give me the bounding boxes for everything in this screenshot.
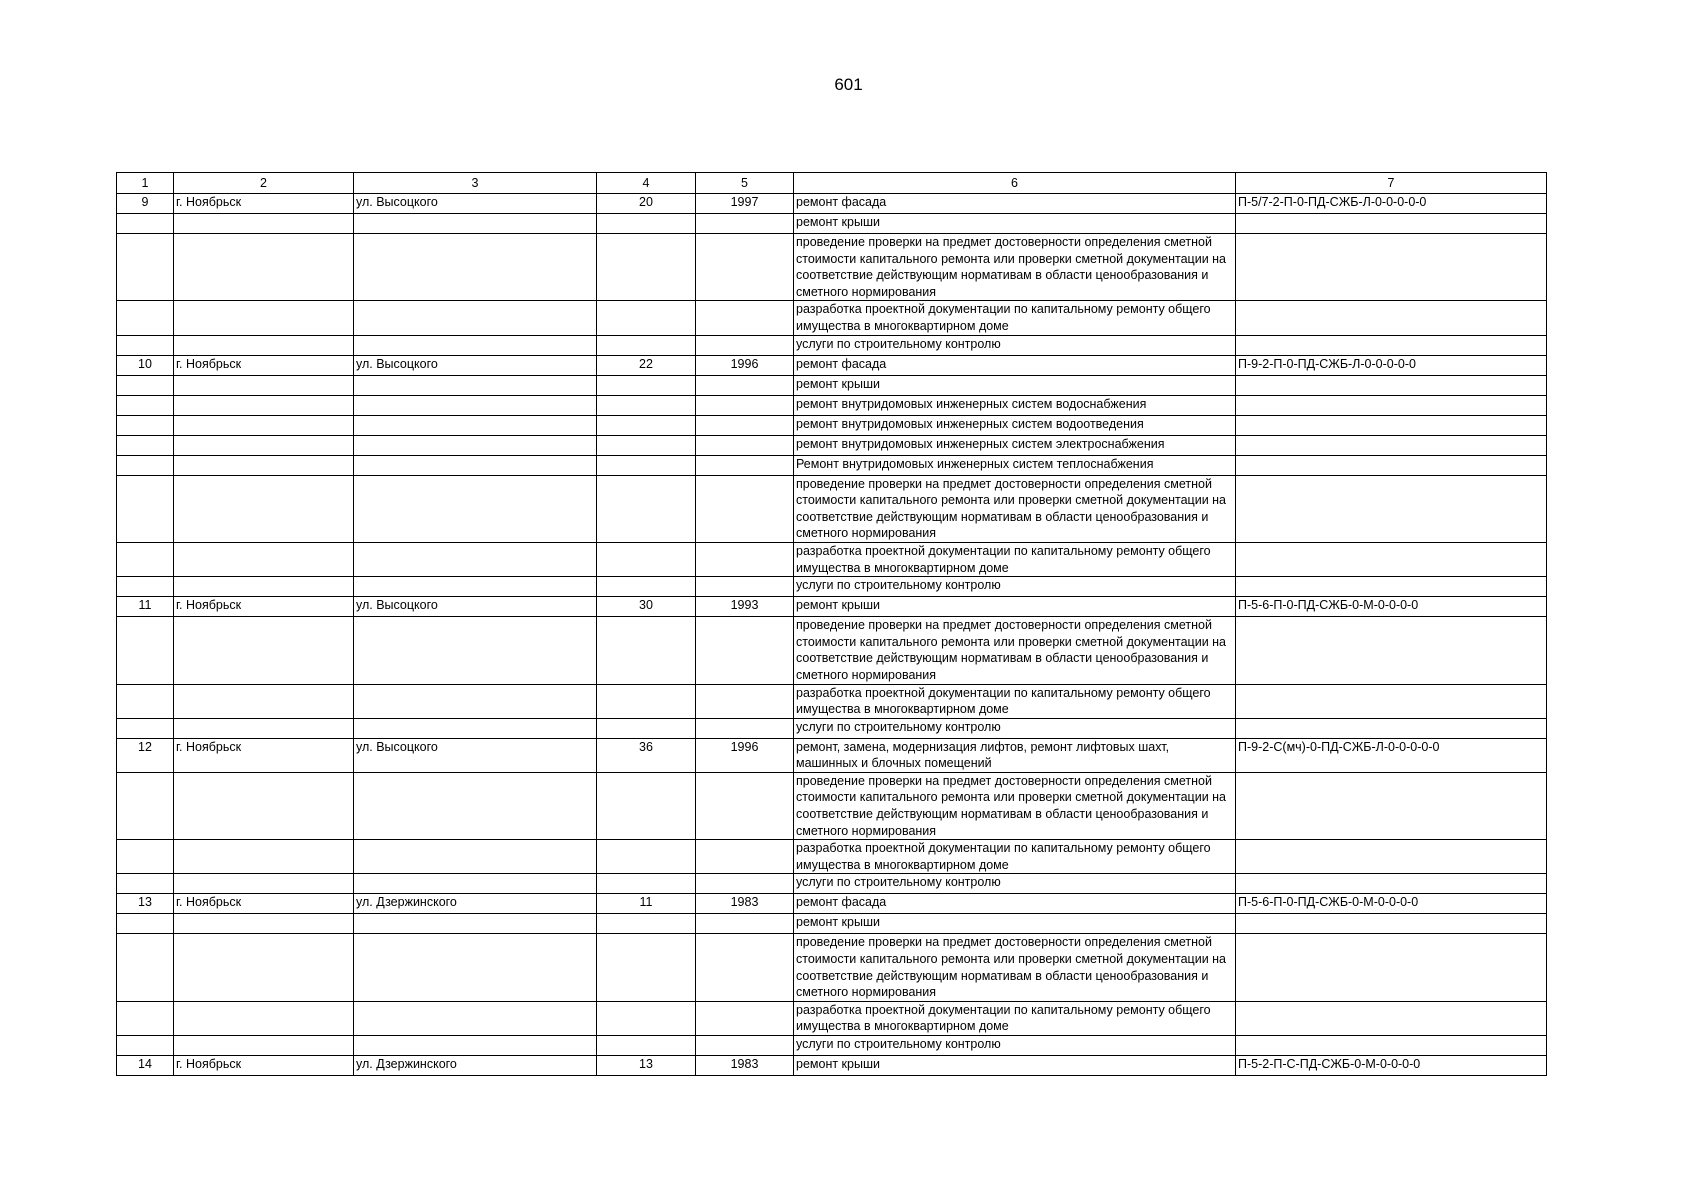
building-code-cell <box>1236 214 1547 234</box>
building-code-cell: П-9-2-П-0-ПД-СЖБ-Л-0-0-0-0-0 <box>1236 355 1547 375</box>
work-type-cell: проведение проверки на предмет достоверности определения сметной стоимости капитального ремонта или проверки сметной документации на соответствие действующим нормативам в области ценообразования и сметного нормирования <box>794 934 1236 1001</box>
city-cell <box>174 934 354 1001</box>
building-code-cell <box>1236 234 1547 301</box>
row-number-cell <box>117 718 174 738</box>
build-year-cell: 1983 <box>696 894 794 914</box>
table-row <box>117 415 1547 435</box>
table-row <box>117 395 1547 415</box>
city-cell: г. Ноябрьск <box>174 355 354 375</box>
build-year-cell <box>696 840 794 874</box>
house-number-cell <box>597 874 696 894</box>
build-year-cell: 1996 <box>696 355 794 375</box>
build-year-cell: 1997 <box>696 194 794 214</box>
street-cell <box>354 772 597 839</box>
build-year-cell <box>696 395 794 415</box>
table-row <box>117 577 1547 597</box>
building-code-cell <box>1236 301 1547 335</box>
registry-body <box>117 194 1547 1076</box>
house-number-cell <box>597 395 696 415</box>
city-cell <box>174 234 354 301</box>
city-cell: г. Ноябрьск <box>174 194 354 214</box>
house-number-cell <box>597 301 696 335</box>
street-cell <box>354 577 597 597</box>
table-row <box>117 840 1547 874</box>
building-code-cell <box>1236 455 1547 475</box>
row-number-cell <box>117 214 174 234</box>
row-number-cell <box>117 475 174 542</box>
table-row <box>117 214 1547 234</box>
street-cell <box>354 617 597 684</box>
building-code-cell <box>1236 840 1547 874</box>
row-number-cell <box>117 234 174 301</box>
building-code-cell: П-5-6-П-0-ПД-СЖБ-0-М-0-0-0-0 <box>1236 894 1547 914</box>
build-year-cell: 1996 <box>696 738 794 772</box>
street-cell <box>354 840 597 874</box>
street-cell <box>354 214 597 234</box>
building-code-cell: П-5-6-П-0-ПД-СЖБ-0-М-0-0-0-0 <box>1236 597 1547 617</box>
house-number-cell <box>597 772 696 839</box>
repair-registry-table <box>116 172 1547 1076</box>
row-number-cell <box>117 395 174 415</box>
build-year-cell: 1993 <box>696 597 794 617</box>
table-row <box>117 718 1547 738</box>
street-cell <box>354 542 597 576</box>
building-code-cell <box>1236 684 1547 718</box>
table-row <box>117 934 1547 1001</box>
column-header: 7 <box>1236 173 1547 194</box>
building-code-cell <box>1236 874 1547 894</box>
row-number-cell <box>117 772 174 839</box>
house-number-cell: 13 <box>597 1056 696 1076</box>
work-type-cell: ремонт крыши <box>794 914 1236 934</box>
street-cell <box>354 375 597 395</box>
build-year-cell <box>696 914 794 934</box>
house-number-cell: 20 <box>597 194 696 214</box>
work-type-cell: проведение проверки на предмет достоверности определения сметной стоимости капитального ремонта или проверки сметной документации на соответствие действующим нормативам в области ценообразования и сметного нормирования <box>794 617 1236 684</box>
build-year-cell <box>696 214 794 234</box>
table-row <box>117 772 1547 839</box>
city-cell: г. Ноябрьск <box>174 738 354 772</box>
building-code-cell <box>1236 577 1547 597</box>
house-number-cell <box>597 1036 696 1056</box>
build-year-cell <box>696 475 794 542</box>
street-cell: ул. Высоцкого <box>354 194 597 214</box>
work-type-cell: услуги по строительному контролю <box>794 874 1236 894</box>
work-type-cell: услуги по строительному контролю <box>794 577 1236 597</box>
house-number-cell <box>597 684 696 718</box>
building-code-cell <box>1236 335 1547 355</box>
table-row <box>117 455 1547 475</box>
build-year-cell <box>696 772 794 839</box>
building-code-cell <box>1236 415 1547 435</box>
house-number-cell <box>597 934 696 1001</box>
house-number-cell <box>597 718 696 738</box>
work-type-cell: разработка проектной документации по капитальному ремонту общего имущества в многоквартирном доме <box>794 542 1236 576</box>
street-cell <box>354 415 597 435</box>
city-cell <box>174 435 354 455</box>
house-number-cell <box>597 617 696 684</box>
work-type-cell: услуги по строительному контролю <box>794 335 1236 355</box>
table-row <box>117 435 1547 455</box>
street-cell <box>354 718 597 738</box>
row-number-cell <box>117 415 174 435</box>
building-code-cell <box>1236 475 1547 542</box>
column-header: 1 <box>117 173 174 194</box>
build-year-cell <box>696 617 794 684</box>
street-cell <box>354 455 597 475</box>
house-number-cell: 30 <box>597 597 696 617</box>
row-number-cell <box>117 301 174 335</box>
city-cell <box>174 455 354 475</box>
city-cell <box>174 475 354 542</box>
work-type-cell: ремонт внутридомовых инженерных систем водоотведения <box>794 415 1236 435</box>
building-code-cell: П-5-2-П-С-ПД-СЖБ-0-М-0-0-0-0 <box>1236 1056 1547 1076</box>
house-number-cell <box>597 415 696 435</box>
city-cell <box>174 395 354 415</box>
table-row <box>117 194 1547 214</box>
house-number-cell <box>597 375 696 395</box>
house-number-cell <box>597 475 696 542</box>
city-cell <box>174 542 354 576</box>
row-number-cell <box>117 874 174 894</box>
build-year-cell <box>696 435 794 455</box>
city-cell <box>174 375 354 395</box>
table-row <box>117 475 1547 542</box>
table-row <box>117 375 1547 395</box>
house-number-cell <box>597 840 696 874</box>
table-row <box>117 335 1547 355</box>
building-code-cell <box>1236 435 1547 455</box>
row-number-cell <box>117 617 174 684</box>
row-number-cell <box>117 1001 174 1035</box>
building-code-cell <box>1236 718 1547 738</box>
work-type-cell: ремонт фасада <box>794 194 1236 214</box>
building-code-cell <box>1236 617 1547 684</box>
street-cell <box>354 684 597 718</box>
work-type-cell: разработка проектной документации по капитальному ремонту общего имущества в многоквартирном доме <box>794 301 1236 335</box>
work-type-cell: услуги по строительному контролю <box>794 1036 1236 1056</box>
build-year-cell <box>696 718 794 738</box>
row-number-cell <box>117 934 174 1001</box>
house-number-cell <box>597 914 696 934</box>
table-row <box>117 684 1547 718</box>
city-cell <box>174 914 354 934</box>
build-year-cell <box>696 1036 794 1056</box>
street-cell <box>354 934 597 1001</box>
city-cell <box>174 335 354 355</box>
table-row <box>117 1036 1547 1056</box>
work-type-cell: разработка проектной документации по капитальному ремонту общего имущества в многоквартирном доме <box>794 1001 1236 1035</box>
city-cell <box>174 772 354 839</box>
building-code-cell <box>1236 395 1547 415</box>
work-type-cell: ремонт фасада <box>794 355 1236 375</box>
house-number-cell: 11 <box>597 894 696 914</box>
street-cell <box>354 475 597 542</box>
house-number-cell <box>597 1001 696 1035</box>
build-year-cell <box>696 375 794 395</box>
row-number-cell: 10 <box>117 355 174 375</box>
house-number-cell: 36 <box>597 738 696 772</box>
house-number-cell <box>597 335 696 355</box>
row-number-cell <box>117 455 174 475</box>
city-cell <box>174 1001 354 1035</box>
row-number-cell: 14 <box>117 1056 174 1076</box>
build-year-cell <box>696 335 794 355</box>
table-row <box>117 738 1547 772</box>
row-number-cell: 13 <box>117 894 174 914</box>
table-row <box>117 1001 1547 1035</box>
city-cell <box>174 214 354 234</box>
row-number-cell <box>117 577 174 597</box>
build-year-cell <box>696 301 794 335</box>
work-type-cell: ремонт крыши <box>794 214 1236 234</box>
street-cell <box>354 874 597 894</box>
building-code-cell: П-9-2-С(мч)-0-ПД-СЖБ-Л-0-0-0-0-0 <box>1236 738 1547 772</box>
street-cell <box>354 435 597 455</box>
work-type-cell: ремонт внутридомовых инженерных систем электроснабжения <box>794 435 1236 455</box>
work-type-cell: ремонт, замена, модернизация лифтов, ремонт лифтовых шахт, машинных и блочных помещений <box>794 738 1236 772</box>
column-number-row <box>117 173 1547 194</box>
build-year-cell <box>696 455 794 475</box>
building-code-cell <box>1236 375 1547 395</box>
street-cell: ул. Высоцкого <box>354 597 597 617</box>
house-number-cell <box>597 234 696 301</box>
row-number-cell <box>117 840 174 874</box>
build-year-cell <box>696 874 794 894</box>
city-cell: г. Ноябрьск <box>174 894 354 914</box>
column-header: 2 <box>174 173 354 194</box>
work-type-cell: ремонт крыши <box>794 597 1236 617</box>
work-type-cell: разработка проектной документации по капитальному ремонту общего имущества в многоквартирном доме <box>794 684 1236 718</box>
build-year-cell <box>696 1001 794 1035</box>
column-header: 3 <box>354 173 597 194</box>
work-type-cell: ремонт внутридомовых инженерных систем водоснабжения <box>794 395 1236 415</box>
row-number-cell: 9 <box>117 194 174 214</box>
city-cell <box>174 1036 354 1056</box>
table-row <box>117 542 1547 576</box>
table-row <box>117 301 1547 335</box>
work-type-cell: Ремонт внутридомовых инженерных систем теплоснабжения <box>794 455 1236 475</box>
building-code-cell <box>1236 542 1547 576</box>
column-header: 5 <box>696 173 794 194</box>
street-cell <box>354 1036 597 1056</box>
row-number-cell: 11 <box>117 597 174 617</box>
street-cell: ул. Дзержинского <box>354 1056 597 1076</box>
city-cell <box>174 684 354 718</box>
street-cell <box>354 335 597 355</box>
city-cell <box>174 840 354 874</box>
city-cell <box>174 301 354 335</box>
build-year-cell <box>696 542 794 576</box>
row-number-cell <box>117 435 174 455</box>
table-row <box>117 874 1547 894</box>
house-number-cell <box>597 542 696 576</box>
street-cell <box>354 914 597 934</box>
table-row <box>117 617 1547 684</box>
building-code-cell <box>1236 1001 1547 1035</box>
building-code-cell: П-5/7-2-П-0-ПД-СЖБ-Л-0-0-0-0-0 <box>1236 194 1547 214</box>
work-type-cell: проведение проверки на предмет достоверности определения сметной стоимости капитального ремонта или проверки сметной документации на соответствие действующим нормативам в области ценообразования и сметного нормирования <box>794 475 1236 542</box>
house-number-cell <box>597 214 696 234</box>
table-row <box>117 355 1547 375</box>
work-type-cell: разработка проектной документации по капитальному ремонту общего имущества в многоквартирном доме <box>794 840 1236 874</box>
building-code-cell <box>1236 914 1547 934</box>
build-year-cell: 1983 <box>696 1056 794 1076</box>
row-number-cell <box>117 914 174 934</box>
building-code-cell <box>1236 772 1547 839</box>
house-number-cell: 22 <box>597 355 696 375</box>
street-cell <box>354 1001 597 1035</box>
city-cell <box>174 718 354 738</box>
work-type-cell: проведение проверки на предмет достоверности определения сметной стоимости капитального ремонта или проверки сметной документации на соответствие действующим нормативам в области ценообразования и сметного нормирования <box>794 234 1236 301</box>
column-header: 4 <box>597 173 696 194</box>
build-year-cell <box>696 934 794 1001</box>
city-cell: г. Ноябрьск <box>174 597 354 617</box>
street-cell: ул. Дзержинского <box>354 894 597 914</box>
building-code-cell <box>1236 934 1547 1001</box>
row-number-cell <box>117 684 174 718</box>
work-type-cell: проведение проверки на предмет достоверности определения сметной стоимости капитального ремонта или проверки сметной документации на соответствие действующим нормативам в области ценообразования и сметного нормирования <box>794 772 1236 839</box>
table-row <box>117 234 1547 301</box>
city-cell <box>174 577 354 597</box>
building-code-cell <box>1236 1036 1547 1056</box>
house-number-cell <box>597 455 696 475</box>
table-row <box>117 597 1547 617</box>
row-number-cell <box>117 1036 174 1056</box>
street-cell <box>354 301 597 335</box>
house-number-cell <box>597 435 696 455</box>
street-cell: ул. Высоцкого <box>354 738 597 772</box>
build-year-cell <box>696 415 794 435</box>
house-number-cell <box>597 577 696 597</box>
row-number-cell <box>117 335 174 355</box>
build-year-cell <box>696 684 794 718</box>
city-cell <box>174 415 354 435</box>
table-row <box>117 1056 1547 1076</box>
street-cell <box>354 395 597 415</box>
street-cell <box>354 234 597 301</box>
table-row <box>117 914 1547 934</box>
table-row <box>117 894 1547 914</box>
build-year-cell <box>696 577 794 597</box>
work-type-cell: ремонт крыши <box>794 1056 1236 1076</box>
column-header: 6 <box>794 173 1236 194</box>
city-cell: г. Ноябрьск <box>174 1056 354 1076</box>
build-year-cell <box>696 234 794 301</box>
row-number-cell <box>117 542 174 576</box>
street-cell: ул. Высоцкого <box>354 355 597 375</box>
row-number-cell: 12 <box>117 738 174 772</box>
city-cell <box>174 874 354 894</box>
work-type-cell: услуги по строительному контролю <box>794 718 1236 738</box>
work-type-cell: ремонт фасада <box>794 894 1236 914</box>
city-cell <box>174 617 354 684</box>
page-number: 601 <box>834 75 863 94</box>
work-type-cell: ремонт крыши <box>794 375 1236 395</box>
row-number-cell <box>117 375 174 395</box>
